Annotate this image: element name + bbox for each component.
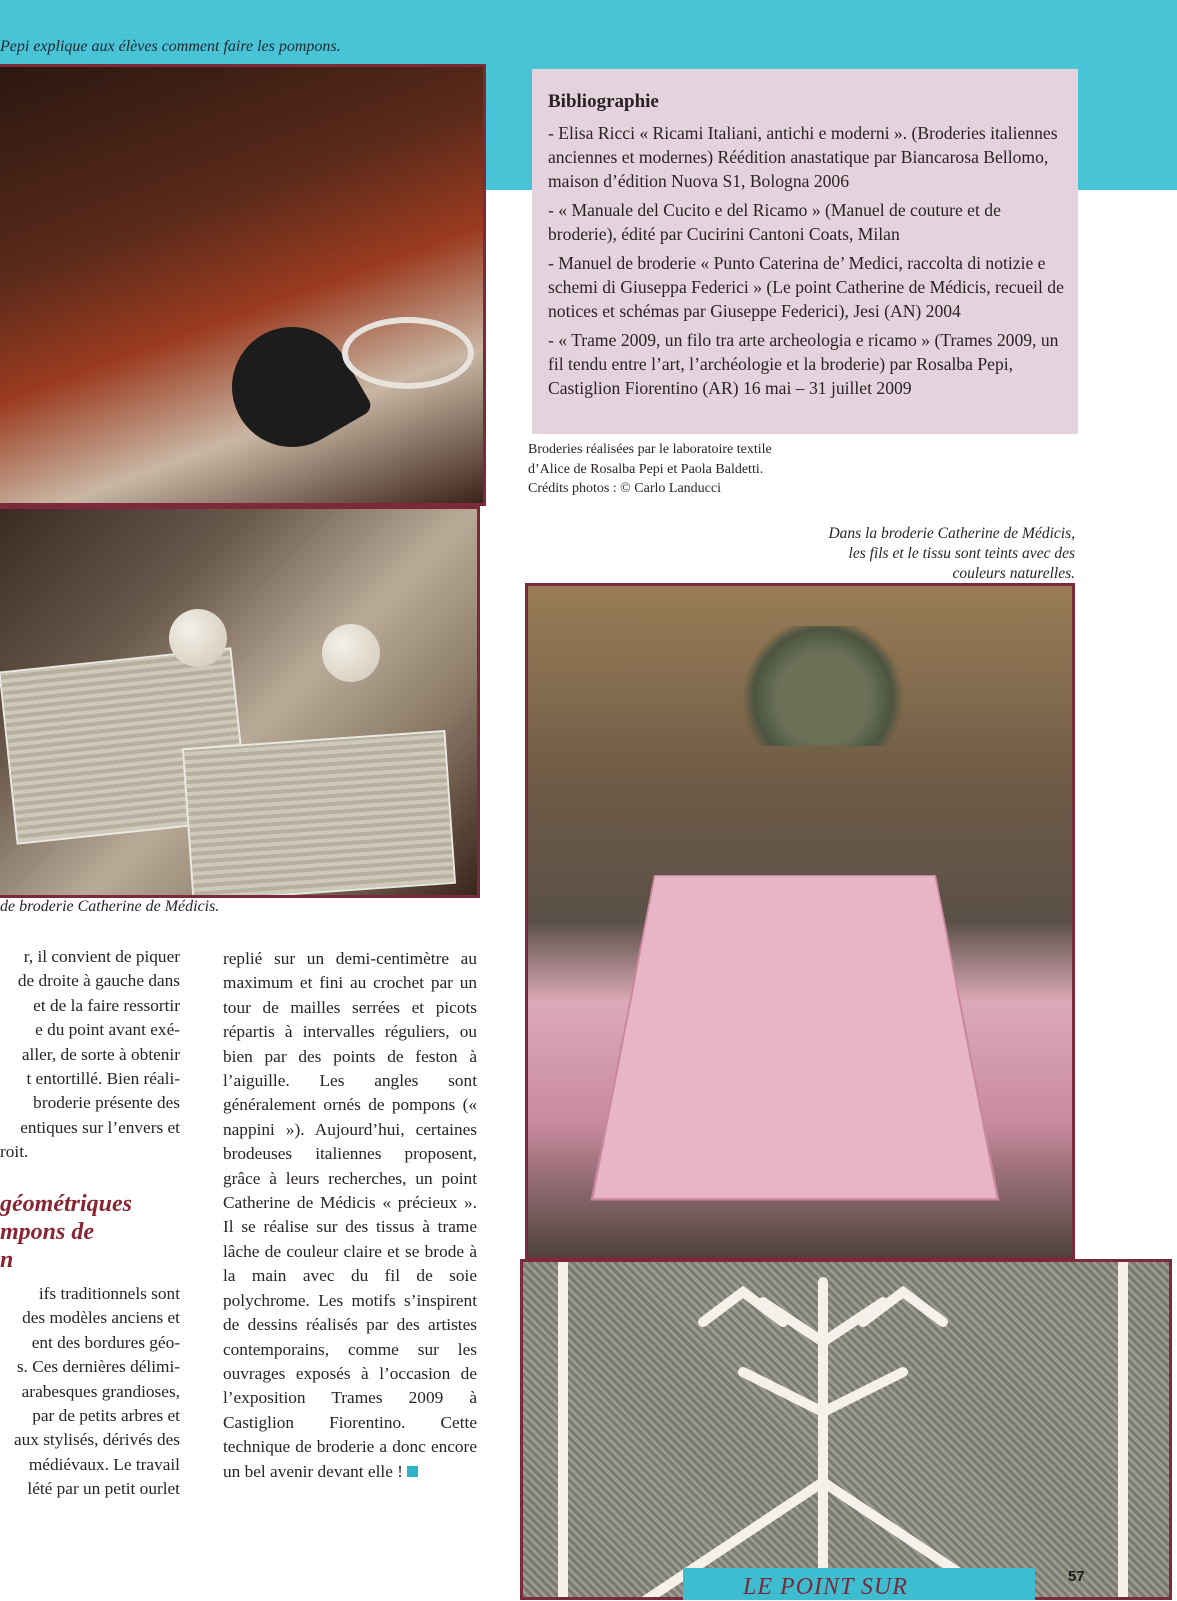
credits-line: d’Alice de Rosalba Pepi et Paola Baldetti. <box>528 461 764 477</box>
text-line: s. Ces dernières délimi- <box>16 1357 180 1377</box>
lace-closeup-photo <box>520 1259 1172 1600</box>
potted-plant-shape <box>733 626 913 746</box>
alley-runner-photo <box>525 583 1075 1260</box>
text-line: ifs traditionnels sont <box>38 1284 180 1303</box>
text-line: t entortillé. Bien réali- <box>26 1069 180 1089</box>
subheading-line: géométriques <box>0 1191 132 1217</box>
text-line: de droite à gauche dans <box>17 971 180 991</box>
bibliography-item: - « Trame 2009, un filo tra arte archeologia e ricamo » (Trames 2009, un fil tendu entre l’art, l’archéologie et la broderie) par Rosalba Pepi, Castiglion Fiorentino (AR) 16 mai – 31 juillet 2009 <box>548 330 1059 398</box>
lace-panel-shape <box>182 730 456 898</box>
photo-caption-middle: de broderie Catherine de Médicis. <box>0 898 220 915</box>
bibliography-title: Bibliographie <box>548 91 659 112</box>
text-line: e du point avant exé- <box>35 1020 180 1040</box>
lace-motif-icon <box>523 1262 1172 1600</box>
workshop-photo <box>0 64 486 506</box>
thread-ball-shape <box>169 609 227 667</box>
section-subheading <box>0 1190 180 1274</box>
text-column-middle <box>223 947 477 1484</box>
section-banner: LE POINT SUR <box>683 1568 1035 1600</box>
bibliography-item: - Manuel de broderie « Punto Caterina de’ Medici, raccolta di notizie e schemi di Giuseppa Federici » (Le point Catherine de Médicis, recueil de notices et schémas par Giuseppe Federici), Jesi (AN) 2004 <box>548 253 1064 321</box>
photo-caption-top: Pepi explique aux élèves comment faire les pompons. <box>0 38 341 55</box>
credits-line: Broderies réalisées par le laboratoire textile <box>528 442 772 457</box>
text-column-left <box>0 945 180 1165</box>
text-line: arabesques grandioses, <box>21 1381 180 1401</box>
body-paragraph: replié sur un demi-centimètre au maximum et fini au crochet par un tour de mailles serrées et picots répartis à intervalles réguliers, ou bien par des points de feston à l’aiguille. Les angles sont généralement ornés de pompons (« nappini »). Aujourd’hui, certaines brodeuses italiennes proposent, grâce à leurs recherches, un point Catherine de Médicis « précieux ». Il se réalise sur des tissus à trame lâche de couleur claire et se brode à la main avec du fil de soie polychrome. Les motifs s’inspirent de dessins réalisés par des artistes contemporains, comme sur les ouvrages exposés à l’occasion de l’exposition Trames 2009 à Castiglion Fiorentino. Cette technique de broderie a donc encore un bel avenir devant elle ! <box>223 949 477 1481</box>
bibliography-box <box>532 69 1078 434</box>
bibliography-item: - Elisa Ricci « Ricami Italiani, antichi e moderni ». (Broderies italiennes anciennes et modernes) Réédition anastatique par Biancarosa Bellomo, maison d’édition Nuova S1, Bologna 2006 <box>548 123 1058 191</box>
credits-line: Crédits photos : © Carlo Landucci <box>528 481 721 496</box>
text-line: aux stylisés, dérivés des <box>13 1430 180 1450</box>
embroidery-table-photo <box>0 506 480 898</box>
text-line: broderie présente des <box>33 1093 180 1113</box>
text-line: r, il convient de piquer <box>23 947 180 966</box>
desk-lamp-shape <box>210 305 374 469</box>
text-line: ent des bordures géo- <box>31 1332 180 1352</box>
text-line: roit. <box>0 1142 29 1162</box>
subheading-line: mpons de <box>0 1219 95 1245</box>
pink-runner-shape <box>590 875 999 1201</box>
text-line: entiques sur l’envers et <box>20 1117 180 1137</box>
text-column-left-2 <box>0 1282 180 1502</box>
thread-ball-shape <box>322 624 380 682</box>
text-line: par de petits arbres et <box>32 1406 180 1426</box>
photo-credits <box>528 440 908 499</box>
text-line: médiévaux. Le travail <box>28 1454 180 1474</box>
end-mark-icon <box>407 1466 418 1477</box>
subheading-line: n <box>0 1247 14 1273</box>
bibliography-item: - « Manuale del Cucito e del Ricamo » (Manuel de couture et de broderie), édité par Cucirini Cantoni Coats, Milan <box>548 200 1001 244</box>
text-line: des modèles anciens et <box>22 1308 180 1328</box>
page-number: 57 <box>1068 1568 1085 1585</box>
text-line: et de la faire ressortir <box>33 995 180 1015</box>
text-line: aller, de sorte à obtenir <box>21 1044 180 1064</box>
text-line: lété par un petit ourlet <box>27 1479 180 1499</box>
photo-caption-right: Dans la broderie Catherine de Médicis, les fils et le tissu sont teints avec des couleurs naturelles. <box>828 525 1075 582</box>
embroidery-hoop-shape <box>342 317 474 389</box>
